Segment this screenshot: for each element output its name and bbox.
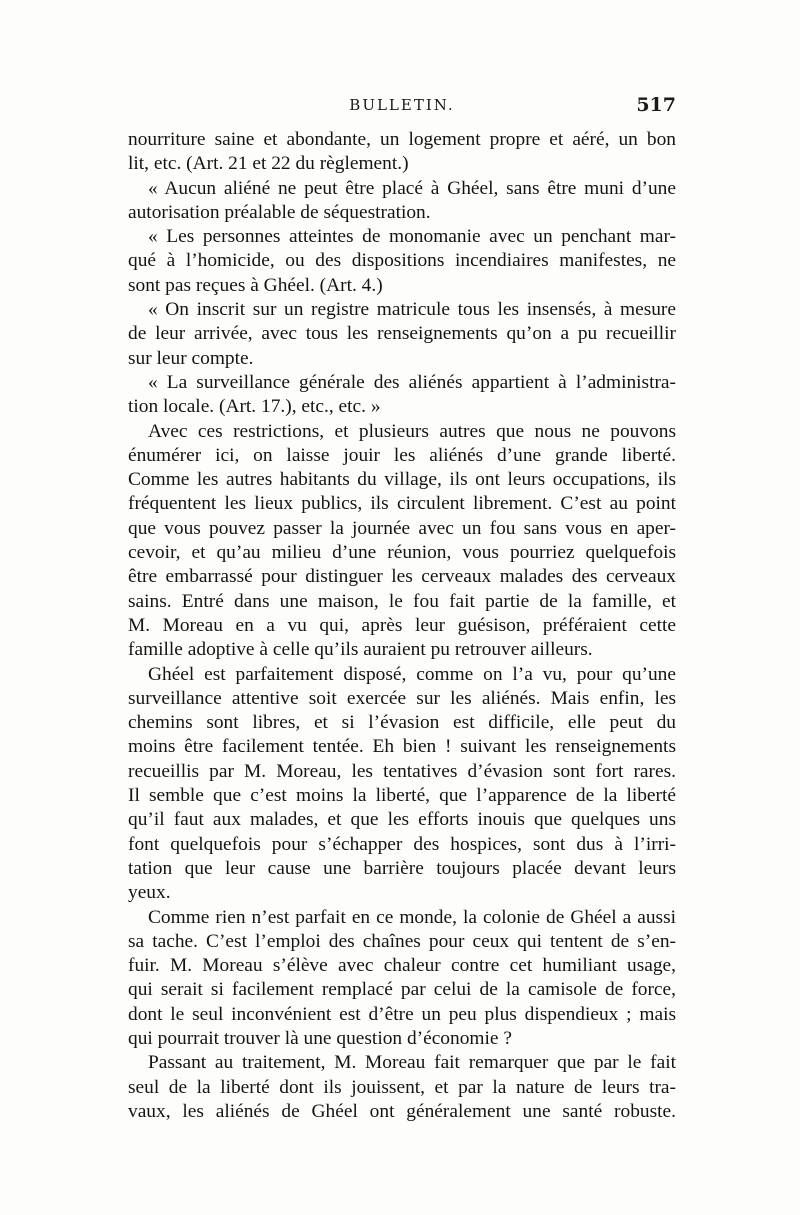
text-line: qui pourrait trouver là une question d’économie ? [128,1027,512,1049]
text-line: sur leur compte. [128,347,254,369]
text-line: être embarrassé pour distinguer les cerveaux malades des cerveaux [128,566,676,588]
text-line: qui serait si facilement remplacé par celui de la camisole de force, [128,979,676,1001]
text-line: énumérer ici, on laisse jouir les aliénés d’une grande liberté. [128,444,676,466]
text-line: font quelquefois pour s’échapper des hospices, sont dus à l’irri- [128,833,676,855]
text-line: Comme rien n’est parfait en ce monde, la colonie de Ghéel a aussi [148,906,676,928]
text-line: « Les personnes atteintes de monomanie avec un penchant mar- [148,226,676,248]
text-line: sains. Entré dans une maison, le fou fait partie de la famille, et [128,590,676,612]
text-line: « On inscrit sur un registre matricule tous les insensés, à mesure [148,299,676,321]
text-line: qué à l’homicide, ou des dispositions incendiaires manifestes, ne [128,250,676,272]
text-line: « Aucun aliéné ne peut être placé à Ghéel, sans être muni d’une [148,177,676,199]
text-line: de leur arrivée, avec tous les renseignements qu’on a pu recueillir [128,323,676,345]
text-line: yeux. [128,882,171,904]
text-line: Avec ces restrictions, et plusieurs autres que nous ne pouvons [148,420,676,442]
page-header [128,96,676,120]
text-line: seul de la liberté dont ils jouissent, et par la nature de leurs tra- [128,1076,676,1098]
text-line: sa tache. C’est l’emploi des chaînes pour ceux qui tentent de s’en- [128,930,676,952]
text-line: famille adoptive à celle qu’ils auraient pu retrouver ailleurs. [128,639,593,661]
text-line: nourriture saine et abondante, un logement propre et aéré, un bon [128,129,676,150]
text-line: sont pas reçues à Ghéel. (Art. 4.) [128,274,383,296]
text-line: qu’il faut aux malades, et que les efforts inouis que quelques uns [128,809,676,831]
text-line: que vous pouvez passer la journée avec un fou sans vous en aper- [128,517,676,539]
text-line: Ghéel est parfaitement disposé, comme on l’a vu, pour qu’une [148,663,676,685]
text-line: Passant au traitement, M. Moreau fait remarquer que par le fait [148,1052,676,1074]
page-number: 517 [636,94,676,116]
text-line: fréquentent les lieux publics, ils circulent librement. C’est au point [128,493,676,515]
text-line: cevoir, et qu’au milieu d’une réunion, vous pourriez quelquefois [128,542,676,564]
body-text [128,128,676,1124]
text-line: Comme les autres habitants du village, ils ont leurs occupations, ils [128,469,676,491]
text-line: dont le seul inconvénient est d’être un peu plus dispendieux ; mais [128,1003,676,1025]
running-head: BULLETIN. [349,96,455,114]
text-line: tion locale. (Art. 17.), etc., etc. » [128,396,381,418]
text-line: tation que leur cause une barrière toujours placée devant leurs [128,857,676,879]
text-line: surveillance attentive soit exercée sur les aliénés. Mais enfin, les [128,687,676,709]
text-line: autorisation préalable de séquestration. [128,201,431,223]
text-line: M. Moreau en a vu qui, après leur guésison, préféraient cette [128,614,676,636]
text-line: vaux, les aliénés de Ghéel ont généralement une santé robuste. [128,1100,676,1122]
text-line: chemins sont libres, et si l’évasion est difficile, elle peut du [128,712,676,734]
text-line: Il semble que c’est moins la liberté, que l’apparence de la liberté [128,785,676,807]
text-line: lit, etc. (Art. 21 et 22 du règlement.) [128,153,409,175]
text-line: « La surveillance générale des aliénés appartient à l’administra- [148,371,676,393]
text-line: moins être facilement tentée. Eh bien ! suivant les renseignements [128,736,676,758]
text-line: recueillis par M. Moreau, les tentatives d’évasion sont fort rares. [128,760,676,782]
text-line: fuir. M. Moreau s’élève avec chaleur contre cet humiliant usage, [128,955,676,977]
